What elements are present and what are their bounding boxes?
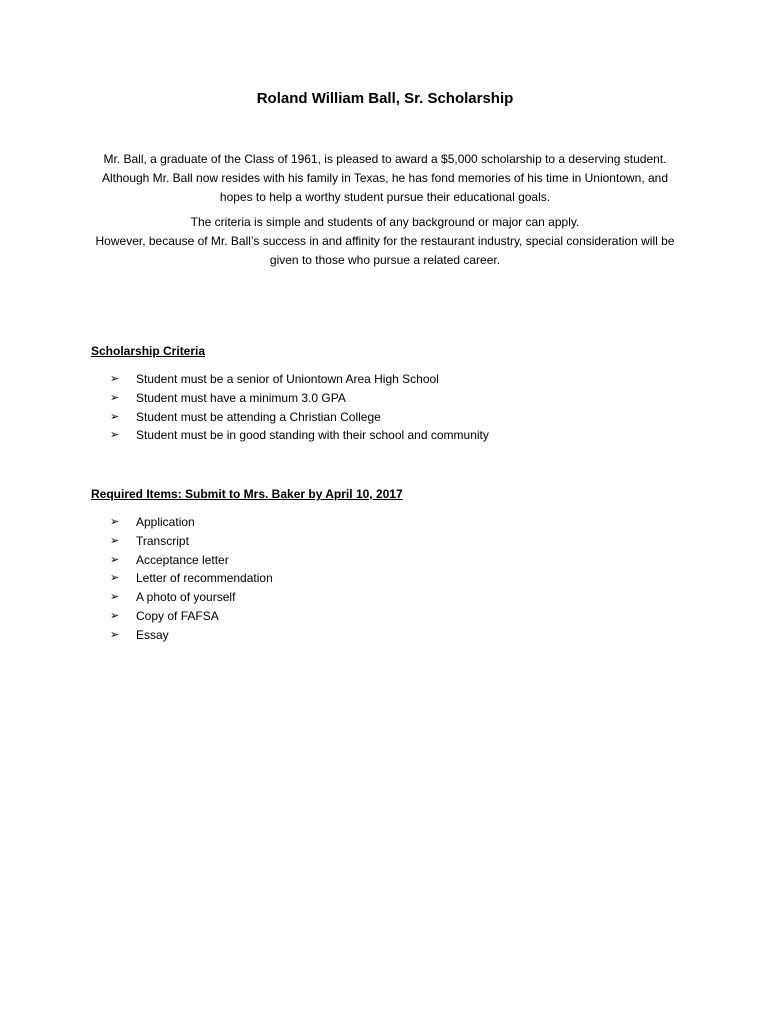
list-item-text: Application — [136, 515, 195, 529]
list-item-text: Letter of recommendation — [136, 571, 273, 586]
required-items-list — [110, 513, 273, 645]
arrowhead-bullet-icon: ➢ — [110, 373, 120, 385]
list-item-text: Acceptance letter — [136, 552, 229, 567]
list-item — [110, 389, 489, 408]
list-item — [110, 626, 273, 645]
required-items-heading: Required Items: Submit to Mrs. Baker by April 10, 2017 — [91, 487, 403, 501]
arrowhead-bullet-icon: ➢ — [110, 429, 120, 442]
list-item-text: A photo of yourself — [136, 590, 236, 605]
list-item-text: Essay — [136, 627, 169, 642]
arrowhead-bullet-icon: ➢ — [110, 572, 120, 585]
intro-line: However, because of Mr. Ball’s success in and affinity for the restaurant industry, special consideration will be given to those who pursue a related career. — [95, 234, 675, 267]
document-title: Roland William Ball, Sr. Scholarship — [256, 90, 514, 107]
arrowhead-bullet-icon: ➢ — [110, 516, 120, 528]
list-item-text: Student must have a minimum 3.0 GPA — [136, 390, 346, 405]
arrowhead-bullet-icon: ➢ — [110, 391, 120, 404]
arrowhead-bullet-icon: ➢ — [110, 553, 120, 566]
criteria-heading: Scholarship Criteria — [91, 344, 206, 358]
intro-paragraph: Mr. Ball, a graduate of the Class of 1961, is pleased to award a $5,000 scholarship to a deserving student. Although Mr. Ball now resides with his family in Texas, he has fond memories of his time in Uniontown, and hopes to help a worthy student pursue their educational goals. — [101, 152, 669, 204]
list-item — [110, 370, 489, 389]
arrowhead-bullet-icon: ➢ — [110, 628, 120, 641]
arrowhead-bullet-icon: ➢ — [110, 591, 120, 604]
arrowhead-bullet-icon: ➢ — [110, 609, 120, 622]
intro-section — [92, 150, 678, 270]
list-item-text: Copy of FAFSA — [136, 608, 219, 623]
list-item-text: Student must be attending a Christian College — [136, 409, 381, 424]
arrowhead-bullet-icon: ➢ — [110, 534, 120, 547]
list-item-text: Transcript — [136, 533, 189, 548]
intro-line: The criteria is simple and students of any background or major can apply. — [190, 215, 580, 229]
list-item-text: Student must be in good standing with their school and community — [136, 428, 489, 443]
list-item-text: Student must be a senior of Uniontown Area High School — [136, 372, 439, 386]
list-item — [110, 607, 273, 626]
arrowhead-bullet-icon: ➢ — [110, 410, 120, 423]
list-item — [110, 426, 489, 445]
list-item — [110, 513, 273, 532]
list-item — [110, 408, 489, 427]
list-item — [110, 569, 273, 588]
intro-paragraph — [92, 213, 678, 270]
list-item — [110, 532, 273, 551]
list-item — [110, 551, 273, 570]
criteria-list — [110, 370, 489, 445]
list-item — [110, 588, 273, 607]
